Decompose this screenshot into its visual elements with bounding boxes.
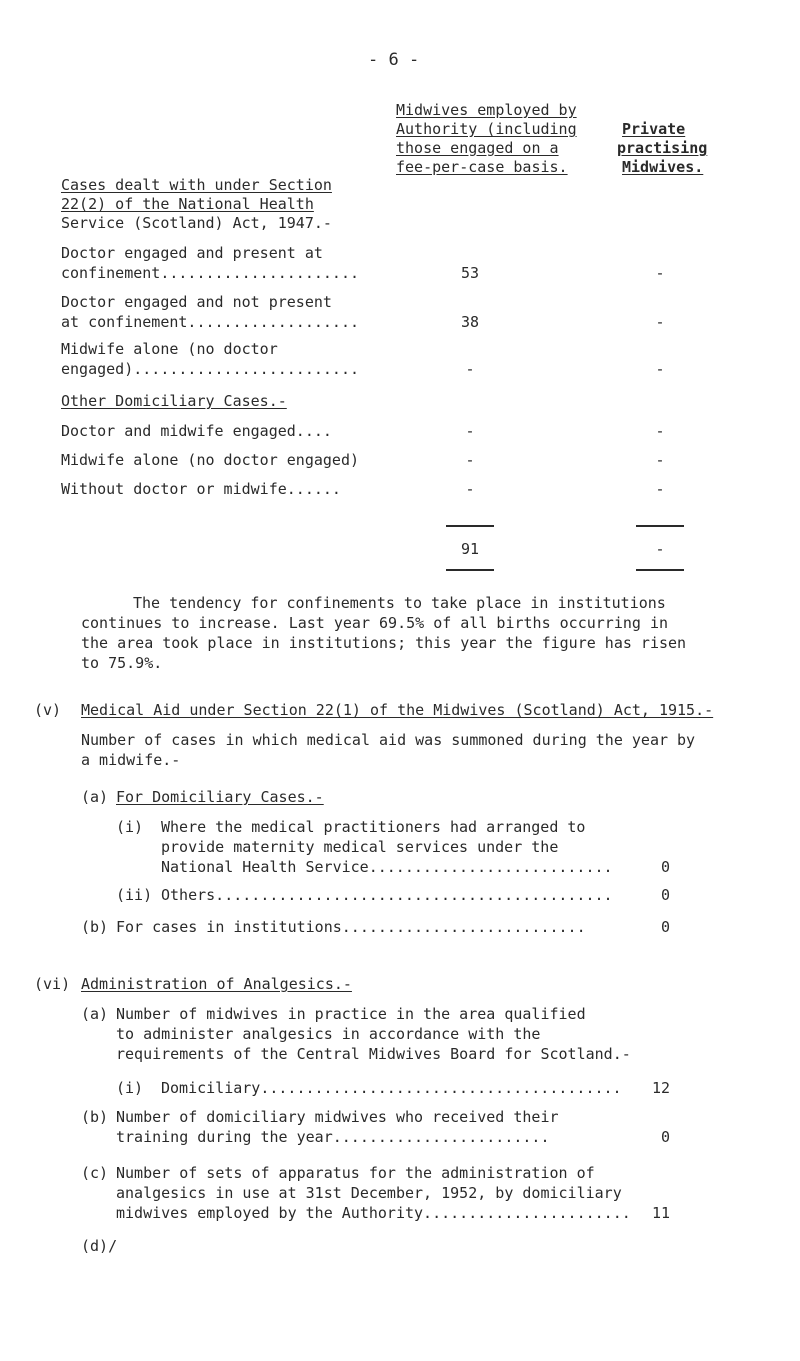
total-rule-top	[446, 525, 494, 527]
section-v-intro: a midwife.-	[81, 751, 181, 769]
section-vi-c-text: Number of sets of apparatus for the administration of	[116, 1164, 595, 1182]
heading-line: Service (Scotland) Act, 1947.-	[61, 214, 332, 232]
authority-value: -	[465, 451, 475, 469]
row-label: Doctor engaged and not present	[61, 293, 332, 311]
section-v-i-value: 0	[661, 858, 671, 876]
section-vi-number: (vi)	[34, 975, 71, 993]
section-vi-i-text: Domiciliary........................................	[161, 1079, 622, 1097]
section-vi-title: Administration of Analgesics.-	[81, 975, 352, 993]
row-label: Doctor and midwife engaged....	[61, 422, 332, 440]
section-v-ii-text: Others............................................	[161, 886, 613, 904]
section-v-b-label: (b)	[81, 918, 109, 936]
section-v-number: (v)	[34, 701, 62, 719]
header-line: Private	[622, 120, 686, 138]
authority-value: -	[465, 360, 475, 378]
section-v-i-text: National Health Service...........................	[161, 858, 613, 876]
private-value: -	[655, 422, 665, 440]
row-label: Midwife alone (no doctor	[61, 340, 278, 358]
section-v-i-text: provide maternity medical services under the	[161, 838, 559, 856]
page-number: - 6 -	[368, 50, 420, 70]
section-v-i-label: (i)	[116, 818, 144, 836]
private-value: -	[655, 264, 665, 282]
authority-value: 38	[460, 313, 480, 331]
header-line: those engaged on a	[396, 139, 559, 157]
section-v-title: Medical Aid under Section 22(1) of the Midwives (Scotland) Act, 1915.-	[81, 701, 714, 719]
section-vi-b-value: 0	[661, 1128, 671, 1146]
section-v-a-title: For Domiciliary Cases.-	[116, 788, 324, 806]
row-label: engaged).........................	[61, 360, 360, 378]
paragraph-line: the area took place in institutions; this year the figure has risen	[81, 634, 687, 652]
section-v-b-value: 0	[661, 918, 671, 936]
row-label: Doctor engaged and present at	[61, 244, 323, 262]
section-vi-c-text: midwives employed by the Authority.......................	[116, 1204, 631, 1222]
row-label: confinement......................	[61, 264, 360, 282]
paragraph-line: continues to increase. Last year 69.5% of all births occurring in	[81, 614, 668, 632]
header-line: Authority (including	[396, 120, 577, 138]
section-v-a-label: (a)	[81, 788, 109, 806]
total-rule-bottom	[636, 569, 684, 571]
section-v-i-text: Where the medical practitioners had arranged to	[161, 818, 586, 836]
section-vi-a-label: (a)	[81, 1005, 109, 1023]
total-rule-top	[636, 525, 684, 527]
private-value: -	[655, 451, 665, 469]
other-domiciliary-heading: Other Domiciliary Cases.-	[61, 392, 287, 410]
total-private: -	[655, 540, 665, 558]
total-authority: 91	[460, 540, 480, 558]
row-label: at confinement...................	[61, 313, 360, 331]
section-vi-i-label: (i)	[116, 1079, 144, 1097]
section-vi-a-text: requirements of the Central Midwives Board for Scotland.-	[116, 1045, 631, 1063]
heading-line: 22(2) of the National Health	[61, 195, 314, 213]
private-value: -	[655, 480, 665, 498]
paragraph-line: The tendency for confinements to take place in institutions	[133, 594, 666, 612]
authority-value: -	[465, 480, 475, 498]
private-value: -	[655, 360, 665, 378]
section-vi-c-label: (c)	[81, 1164, 109, 1182]
section-vi-b-text: training during the year........................	[116, 1128, 550, 1146]
authority-value: -	[465, 422, 475, 440]
private-value: -	[655, 313, 665, 331]
continuation-marker: (d)/	[81, 1237, 118, 1255]
total-rule-bottom	[446, 569, 494, 571]
section-v-ii-value: 0	[661, 886, 671, 904]
header-line: practising	[617, 139, 708, 157]
header-line: fee-per-case basis.	[396, 158, 568, 176]
section-v-ii-label: (ii)	[116, 886, 153, 904]
section-vi-c-value: 11	[652, 1204, 671, 1222]
section-vi-b-text: Number of domiciliary midwives who received their	[116, 1108, 559, 1126]
section-vi-i-value: 12	[652, 1079, 671, 1097]
paragraph-line: to 75.9%.	[81, 654, 163, 672]
section-vi-a-text: Number of midwives in practice in the area qualified	[116, 1005, 586, 1023]
header-line: Midwives.	[622, 158, 704, 176]
section-v-b-text: For cases in institutions...........................	[116, 918, 586, 936]
authority-value: 53	[460, 264, 480, 282]
header-line: Midwives employed by	[396, 101, 577, 119]
section-v-intro: Number of cases in which medical aid was summoned during the year by	[81, 731, 696, 749]
section-vi-a-text: to administer analgesics in accordance with the	[116, 1025, 541, 1043]
row-label: Without doctor or midwife......	[61, 480, 341, 498]
heading-line: Cases dealt with under Section	[61, 176, 332, 194]
section-vi-c-text: analgesics in use at 31st December, 1952, by domiciliary	[116, 1184, 622, 1202]
section-vi-b-label: (b)	[81, 1108, 109, 1126]
row-label: Midwife alone (no doctor engaged)	[61, 451, 360, 469]
